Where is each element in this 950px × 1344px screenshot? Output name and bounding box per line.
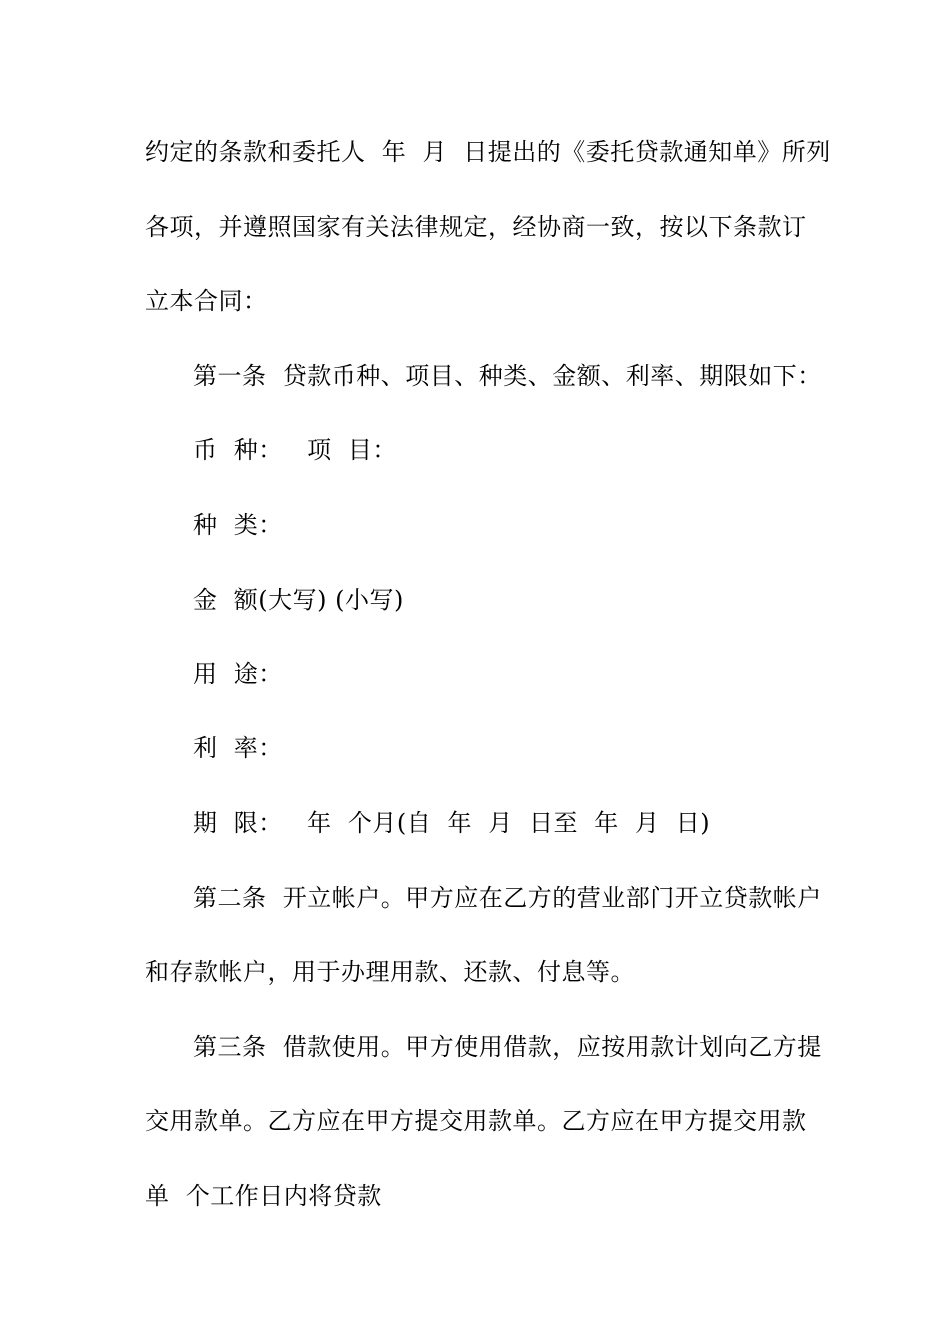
paragraph-line: 各项，并遵照国家有关法律规定，经协商一致，按以下条款订: [145, 213, 807, 241]
interest-rate-field: 利 率：: [193, 734, 283, 762]
type-field: 种 类：: [193, 511, 283, 539]
article-3-line: 第三条 借款使用。甲方使用借款，应按用款计划向乙方提: [193, 1033, 822, 1061]
article-1-heading: 第一条 贷款币种、项目、种类、金额、利率、期限如下：: [193, 362, 822, 390]
paragraph-line: 和存款帐户，用于办理用款、还款、付息等。: [145, 958, 635, 986]
purpose-field: 用 途：: [193, 660, 283, 688]
paragraph-line: 立本合同：: [145, 287, 268, 315]
paragraph-line: 交用款单。乙方应在甲方提交用款单。乙方应在甲方提交用款: [145, 1107, 807, 1135]
article-2-line: 第二条 开立帐户。甲方应在乙方的营业部门开立贷款帐户: [193, 884, 822, 912]
currency-project-field: 币 种： 项 目：: [193, 436, 397, 464]
paragraph-line: 单 个工作日内将贷款: [145, 1182, 382, 1210]
term-field: 期 限： 年 个月(自 年 月 日至 年 月 日): [193, 809, 711, 837]
paragraph-line: 约定的条款和委托人 年 月 日提出的《委托贷款通知单》所列: [145, 138, 831, 166]
amount-field: 金 额(大写) (小写): [193, 586, 404, 614]
